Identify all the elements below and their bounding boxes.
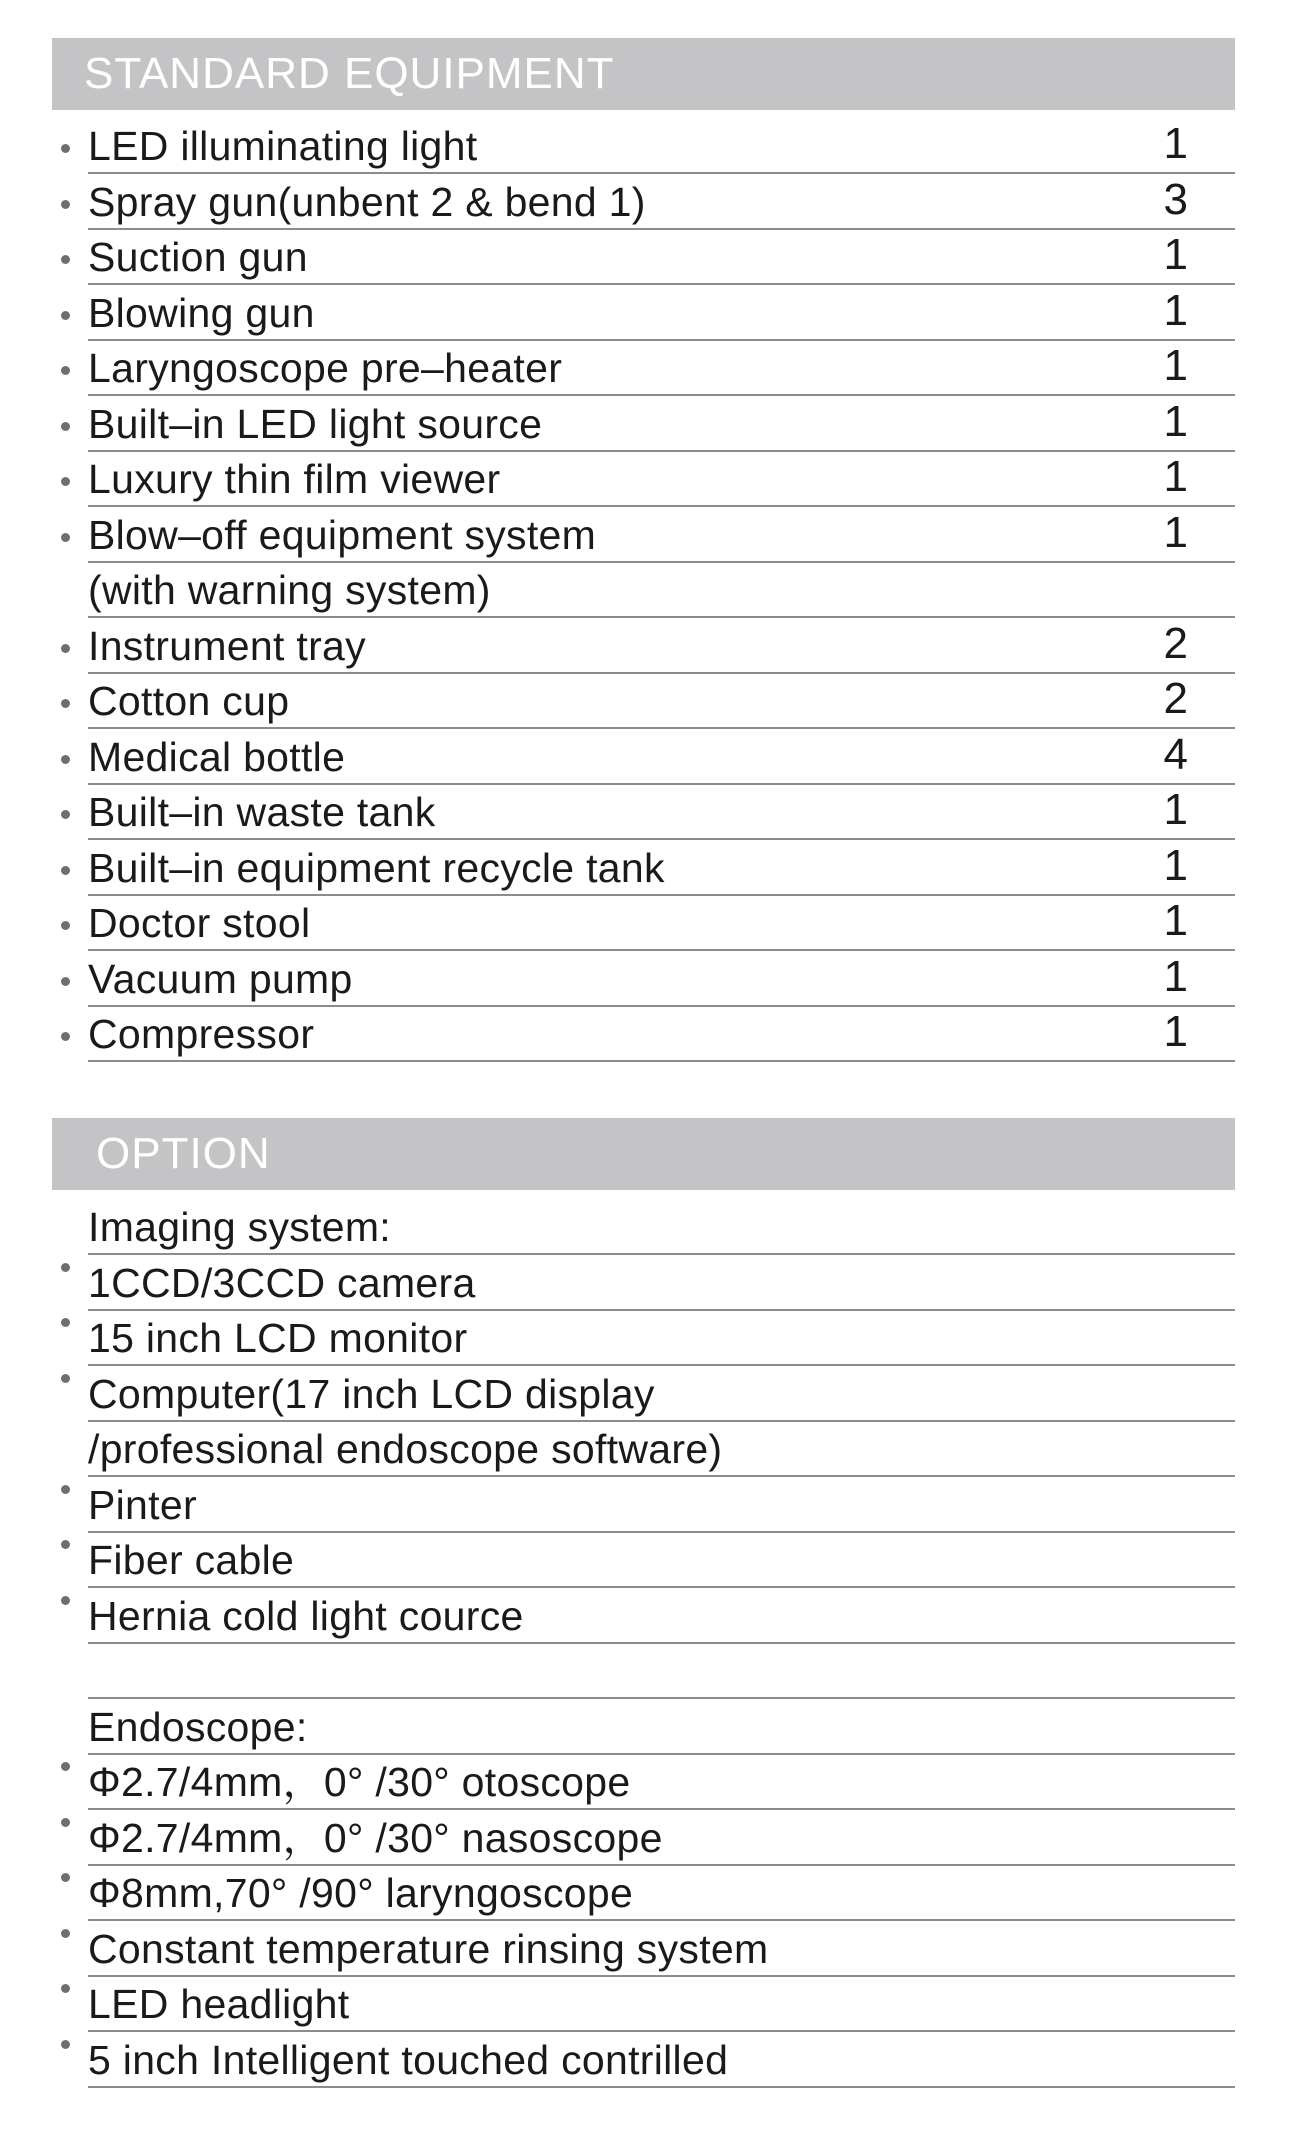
standard-item-label: Doctor stool xyxy=(88,900,311,946)
standard-item-label: Built–in waste tank xyxy=(88,789,436,835)
standard-item-row xyxy=(88,895,1235,951)
option-item-row xyxy=(88,1754,1235,1810)
bullet-icon xyxy=(61,1263,70,1272)
bullet-icon xyxy=(61,1984,70,1993)
option-item-row xyxy=(88,1921,1235,1977)
bullet-icon xyxy=(61,2040,70,2049)
option-item-label: Φ2.7/4mm，0° /30° nasoscope xyxy=(88,1814,663,1861)
bullet-icon xyxy=(61,477,70,486)
option-item-row xyxy=(88,1588,1235,1644)
bullet-icon xyxy=(61,366,70,375)
bullet-icon xyxy=(61,699,70,708)
standard-item-row xyxy=(88,951,1235,1007)
standard-item-row xyxy=(88,784,1235,840)
bullet-icon xyxy=(61,1873,70,1882)
option-item-row xyxy=(88,1366,1235,1422)
option-item-label: 1CCD/3CCD camera xyxy=(88,1259,476,1306)
standard-item-quantity: 1 xyxy=(1163,951,1188,1001)
standard-item-quantity: 1 xyxy=(1163,285,1188,335)
option-item-label: Φ8mm,70° /90° laryngoscope xyxy=(88,1870,634,1916)
standard-item-label: Laryngoscope pre–heater xyxy=(88,345,563,391)
standard-item-quantity: 1 xyxy=(1163,341,1188,390)
standard-item-quantity: 2 xyxy=(1163,674,1188,723)
standard-item-quantity: 4 xyxy=(1163,729,1188,779)
bullet-icon xyxy=(61,1374,70,1383)
standard-item-quantity: 1 xyxy=(1163,1007,1188,1056)
bullet-icon xyxy=(61,810,70,819)
option-item-row xyxy=(88,1421,1235,1477)
standard-item-label: Medical bottle xyxy=(88,733,346,780)
standard-item-row xyxy=(88,285,1235,341)
standard-item-quantity: 1 xyxy=(1163,230,1188,279)
standard-item-label: LED illuminating light xyxy=(88,123,478,169)
standard-item-row xyxy=(88,118,1235,174)
bullet-icon xyxy=(61,921,70,930)
option-item-label: 15 inch LCD monitor xyxy=(88,1315,468,1361)
bullet-icon xyxy=(61,1485,70,1494)
standard-item-row xyxy=(88,229,1235,285)
bullet-icon xyxy=(61,144,70,153)
standard-item-quantity: 1 xyxy=(1163,119,1188,168)
option-item-row xyxy=(88,1199,1235,1255)
standard-item-quantity: 1 xyxy=(1163,452,1188,501)
option-item-row xyxy=(88,1310,1235,1366)
standard-item-quantity: 1 xyxy=(1163,396,1188,446)
standard-item-row xyxy=(88,340,1235,396)
option-item-row xyxy=(88,1810,1235,1866)
option-item-row xyxy=(88,1255,1235,1311)
standard-item-quantity: 3 xyxy=(1163,174,1188,224)
bullet-icon xyxy=(61,1318,70,1327)
option-item-row xyxy=(88,1643,1235,1699)
bullet-icon xyxy=(61,422,70,431)
option-item-label: Pinter xyxy=(88,1481,197,1528)
option-item-label: Computer(17 inch LCD display xyxy=(88,1370,655,1417)
bullet-icon xyxy=(61,255,70,264)
standard-item-quantity: 1 xyxy=(1163,840,1188,890)
standard-item-label: Built–in equipment recycle tank xyxy=(88,844,665,891)
standard-item-label: Vacuum pump xyxy=(88,955,353,1002)
option-item-label: Hernia cold light cource xyxy=(88,1592,524,1639)
bullet-icon xyxy=(61,311,70,320)
bullet-icon xyxy=(61,1540,70,1549)
option-item-row xyxy=(88,1976,1235,2032)
standard-item-quantity: 1 xyxy=(1163,507,1188,557)
option-item-label: 5 inch Intelligent touched contrilled xyxy=(88,2036,729,2083)
option-item-row xyxy=(88,1865,1235,1921)
bullet-icon xyxy=(61,755,70,764)
option-item-label: Imaging system: xyxy=(88,1204,391,1250)
bullet-icon xyxy=(61,977,70,986)
bullet-icon xyxy=(61,1032,70,1041)
option-item-label: Φ2.7/4mm，0° /30° otoscope xyxy=(88,1759,631,1805)
standard-item-label: Spray gun(unbent 2 & bend 1) xyxy=(88,178,646,225)
standard-item-row xyxy=(88,729,1235,785)
standard-item-label: (with warning system) xyxy=(88,567,491,613)
option-item-row xyxy=(88,1532,1235,1588)
standard-item-row xyxy=(88,396,1235,452)
standard-item-row xyxy=(88,1006,1235,1062)
standard-item-label: Suction gun xyxy=(88,234,308,280)
option-header: OPTION xyxy=(52,1118,1235,1190)
option-item-row xyxy=(88,2032,1235,2088)
bullet-icon xyxy=(61,1929,70,1938)
standard-item-row xyxy=(88,840,1235,896)
bullet-icon xyxy=(61,866,70,875)
option-item-label: LED headlight xyxy=(88,1981,350,2027)
bullet-icon xyxy=(61,200,70,209)
option-item-label: Fiber cable xyxy=(88,1537,295,1583)
bullet-icon xyxy=(61,1818,70,1827)
standard-item-label: Instrument tray xyxy=(88,622,366,669)
standard-item-quantity: 1 xyxy=(1163,896,1188,945)
standard-item-row xyxy=(88,174,1235,230)
standard-item-row xyxy=(88,507,1235,563)
option-item-label: Constant temperature rinsing system xyxy=(88,1925,769,1972)
standard-item-label: Cotton cup xyxy=(88,678,290,724)
standard-item-row xyxy=(88,562,1235,618)
standard-item-row xyxy=(88,618,1235,674)
option-item-row xyxy=(88,1699,1235,1755)
standard-item-label: Blowing gun xyxy=(88,289,315,336)
option-item-row xyxy=(88,1477,1235,1533)
standard-item-row xyxy=(88,451,1235,507)
option-item-label: /professional endoscope software) xyxy=(88,1426,723,1472)
bullet-icon xyxy=(61,533,70,542)
bullet-icon xyxy=(61,1762,70,1771)
bullet-icon xyxy=(61,1596,70,1605)
standard-item-quantity: 2 xyxy=(1163,618,1188,668)
standard-item-label: Built–in LED light source xyxy=(88,400,543,447)
standard-item-row xyxy=(88,673,1235,729)
standard-item-label: Luxury thin film viewer xyxy=(88,456,501,502)
standard-item-quantity: 1 xyxy=(1163,785,1188,834)
option-item-label: Endoscope: xyxy=(88,1703,308,1750)
standard-equipment-header: STANDARD EQUIPMENT xyxy=(52,38,1235,110)
bullet-icon xyxy=(61,644,70,653)
standard-item-label: Compressor xyxy=(88,1011,315,1057)
standard-item-label: Blow–off equipment system xyxy=(88,511,597,558)
